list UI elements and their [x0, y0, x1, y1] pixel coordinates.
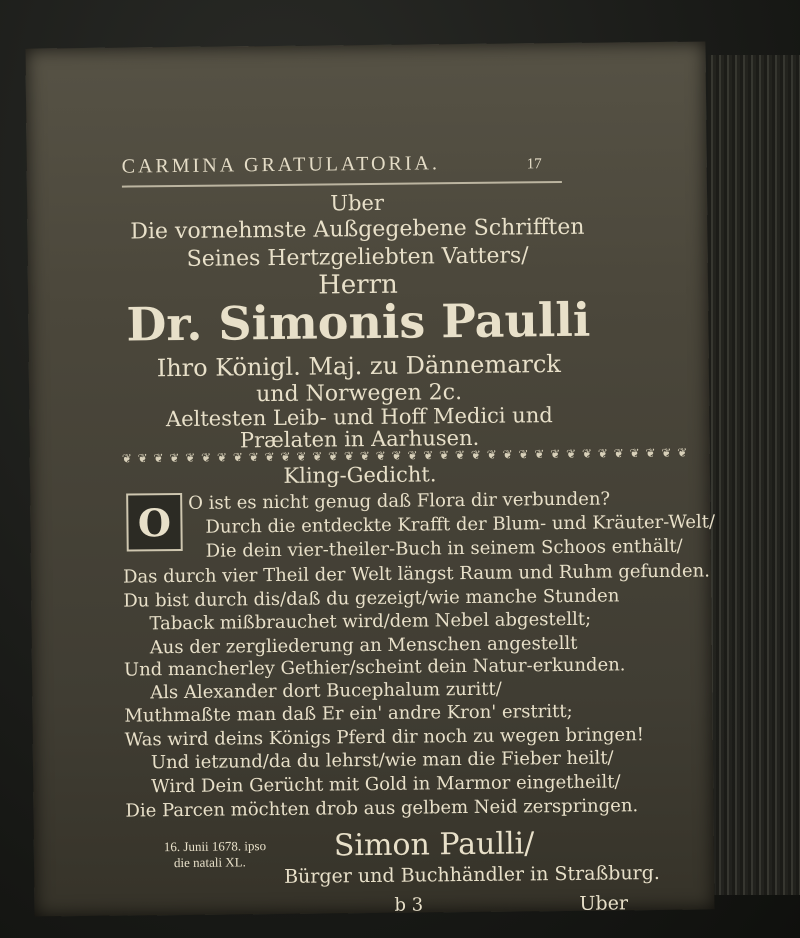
poem-line: Die Parcen möchten drob aus gelbem Neid zerspringen. — [125, 795, 639, 822]
signature-title: Bürger und Buchhändler in Straßburg. — [284, 861, 661, 888]
poem-line: Taback mißbrauchet wird/dem Nebel abgestellt; — [149, 608, 592, 635]
poem-title: Kling-Gedicht. — [283, 462, 437, 488]
signature-mark: b 3 — [394, 894, 424, 916]
date-line-2: die natali XL. — [173, 854, 246, 871]
poem-line: Das durch vier Theil der Welt längst Raum und Ruhm gefunden. — [122, 560, 710, 588]
signature-name: Simon Paulli/ — [333, 826, 535, 864]
dedication-line-1: Die vornehmste Außgegebene Schrifften — [130, 214, 585, 245]
dedication-line-2: Seines Hertzgeliebten Vatters/ — [186, 243, 529, 272]
date-line-1: 16. Junii 1678. ipso — [163, 838, 267, 855]
poem-line: Du bist durch dis/daß du gezeigt/wie manche Stunden — [123, 585, 620, 612]
dedication-line-6: und Norwegen 2c. — [256, 380, 463, 408]
honoree-name: Dr. Simonis Paulli — [126, 292, 591, 352]
dedication-line-5: Ihro Königl. Maj. zu Dännemarck — [156, 349, 562, 383]
dedication-line-7: Aeltesten Leib- und Hoff Medici und — [165, 403, 553, 432]
dedication-over: Uber — [330, 190, 385, 216]
decorated-initial: O — [126, 493, 183, 552]
poem-line: Und ietzund/da du lehrst/wie man die Fieber heilt/ — [150, 747, 614, 774]
ornament-border: ❦ ❦ ❦ ❦ ❦ ❦ ❦ ❦ ❦ ❦ ❦ ❦ ❦ ❦ ❦ ❦ ❦ ❦ ❦ ❦ ❦ ❦ ❦ ❦ ❦ ❦ ❦ ❦ ❦ ❦ ❦ ❦ ❦ ❦ ❦ ❦ — [121, 445, 689, 466]
poem-line: O ist es nicht genug daß Flora dir verbunden? — [188, 488, 611, 514]
running-header — [122, 151, 542, 178]
poem-line: Und mancherley Gethier/scheint dein Natur-erkunden. — [123, 654, 626, 681]
header-title: CARMINA GRATULATORIA. — [121, 152, 441, 178]
dedication-line-8: Prælaten in Aarhusen. — [239, 425, 480, 453]
page-number: 17 — [526, 156, 542, 173]
poem-line: Wird Dein Gerücht mit Gold in Marmor eingetheilt/ — [151, 771, 621, 798]
dedication-line-3: Herrn — [317, 269, 398, 301]
header-rule — [122, 181, 562, 188]
poem-line: Als Alexander dort Bucephalum zuritt/ — [150, 678, 502, 704]
poem-line: Muthmaßte man daß Er ein' andre Kron' erstritt; — [124, 700, 573, 727]
poem-line: Aus der zergliederung an Menschen angestellt — [149, 632, 578, 659]
book-page — [25, 41, 714, 916]
poem-line: Die dein vier-theiler-Buch in seinem Schoos enthält/ — [205, 535, 683, 562]
poem-line: Durch die entdeckte Krafft der Blum- und Kräuter-Welt/ — [205, 511, 716, 538]
catchword: Uber — [579, 892, 629, 915]
book-page-edge — [708, 55, 800, 895]
poem-line: Was wird deins Königs Pferd dir noch zu wegen bringen! — [124, 724, 645, 751]
